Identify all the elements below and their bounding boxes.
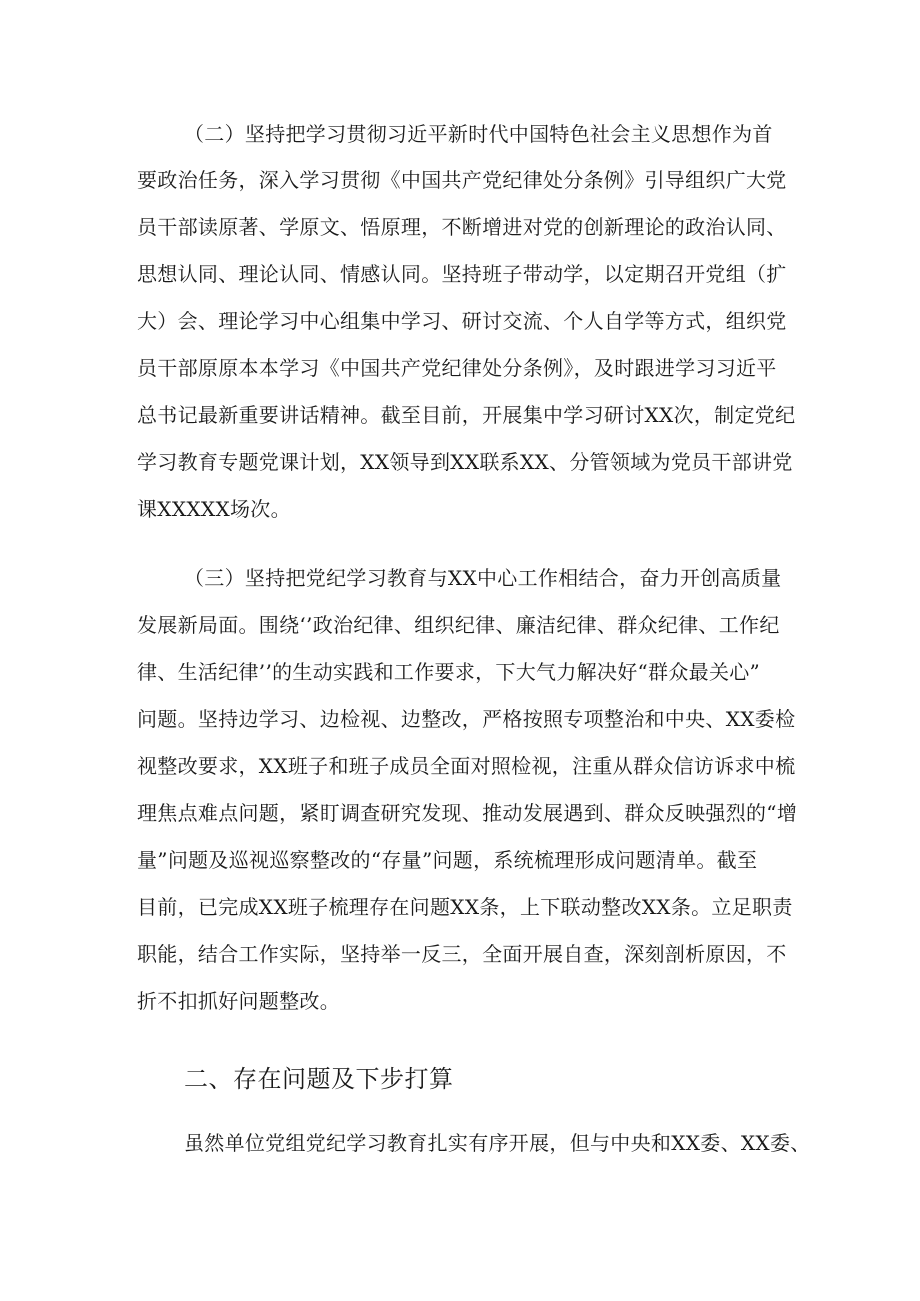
paragraph-line: 问题。坚持边学习、边检视、边整改，严格按照专项整治和中央、XX委检: [137, 707, 796, 731]
paragraph-line: 视整改要求，XX班子和班子成员全面对照检视，注重从群众信访诉求中梳: [137, 754, 796, 778]
paragraph-line: 学习教育专题党课计划，XX领导到XX联系XX、分管领域为党员干部讲党: [137, 450, 793, 474]
paragraph-line: 员干部读原著、学原文、悟原理，不断增进对党的创新理论的政治认同、: [137, 215, 787, 239]
paragraph-line: 量”问题及巡视巡察整改的“存量”问题，系统梳理形成问题清单。截至: [137, 848, 758, 872]
paragraph-line: 要政治任务，深入学习贯彻《中国共产党纪律处分条例》引导组织广大党: [137, 168, 787, 192]
section-heading: 二、存在问题及下步打算: [184, 1065, 454, 1093]
paragraph-line: 总书记最新重要讲话精神。截至目前，开展集中学习研讨XX次，制定党纪: [137, 403, 796, 427]
paragraph-line: （二）坚持把学习贯彻习近平新时代中国特色社会主义思想作为首: [184, 122, 773, 146]
paragraph-line: 课XXXXX场次。: [137, 497, 291, 521]
paragraph-line: 律、生活纪律’’的生动实践和工作要求，下大气力解决好“群众最关心”: [137, 660, 761, 684]
paragraph-line: 职能，结合工作实际，坚持举一反三，全面开展自查，深刻剖析原因，不: [137, 942, 787, 966]
paragraph-line: 发展新局面。围绕‘’政治纪律、组织纪律、廉洁纪律、群众纪律、工作纪: [137, 613, 780, 637]
paragraph-line: 大）会、理论学习中心组集中学习、研讨交流、个人自学等方式，组织党: [137, 309, 787, 333]
paragraph-line: 目前，已完成XX班子梳理存在问题XX条，上下联动整改XX条。立足职责: [137, 895, 793, 919]
paragraph-line: 员干部原原本本学习《中国共产党纪律处分条例》，及时跟进学习习近平: [137, 356, 777, 380]
paragraph-line: 理焦点难点问题，紧盯调查研究发现、推动发展遇到、群众反映强烈的“增: [137, 801, 798, 825]
paragraph-line-closing: 虽然单位党组党纪学习教育扎实有序开展，但与中央和XX委、XX委、: [184, 1131, 811, 1155]
paragraph-line: 折不扣抓好问题整改。: [137, 989, 340, 1013]
paragraph-line: 思想认同、理论认同、情感认同。坚持班子带动学，以定期召开党组（扩: [137, 262, 787, 286]
paragraph-line: （三）坚持把党纪学习教育与XX中心工作相结合，奋力开创高质量: [184, 566, 782, 590]
